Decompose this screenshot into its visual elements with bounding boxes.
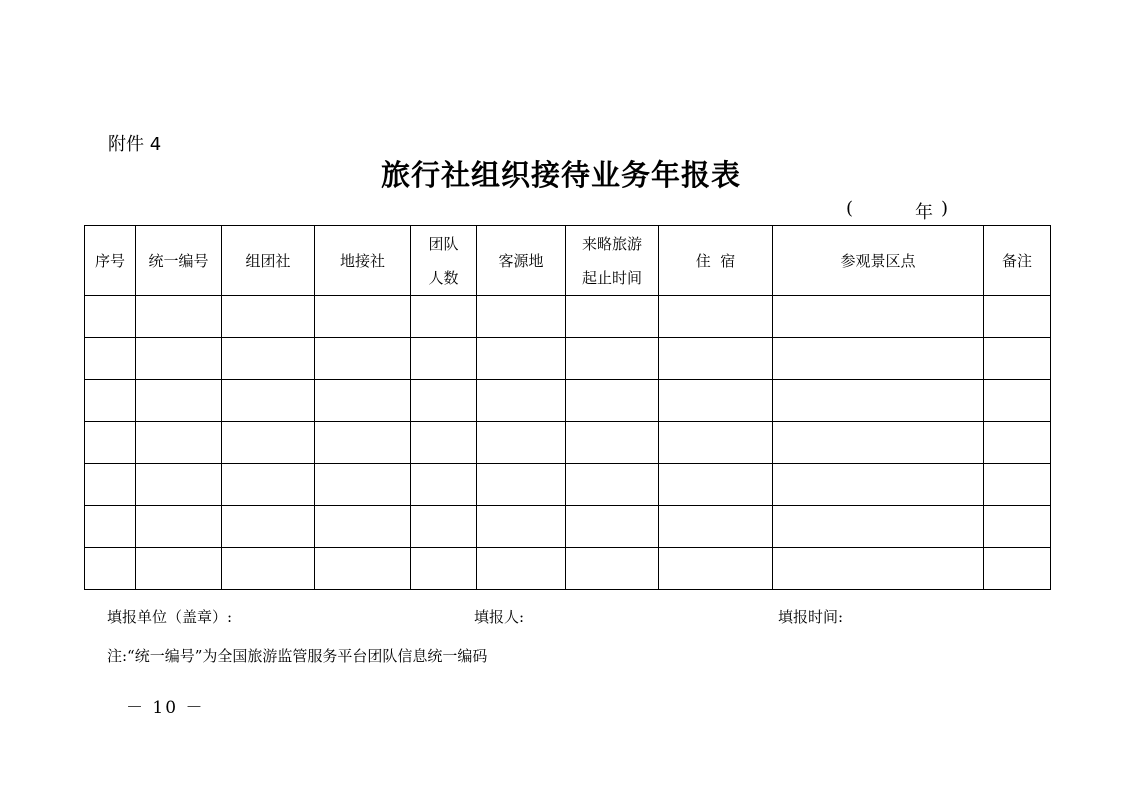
table-cell[interactable] bbox=[222, 380, 315, 422]
table-cell[interactable] bbox=[984, 380, 1051, 422]
table-cell[interactable] bbox=[411, 296, 477, 338]
table-cell[interactable] bbox=[477, 380, 566, 422]
column-header-unified-code: 统一编号 bbox=[136, 226, 222, 296]
table-cell[interactable] bbox=[411, 422, 477, 464]
table-cell[interactable] bbox=[85, 548, 136, 590]
table-cell[interactable] bbox=[984, 422, 1051, 464]
table-cell[interactable] bbox=[315, 338, 411, 380]
table-cell[interactable] bbox=[984, 338, 1051, 380]
table-cell[interactable] bbox=[315, 380, 411, 422]
year-label: 年 bbox=[914, 202, 933, 223]
table-cell[interactable] bbox=[222, 506, 315, 548]
table-row bbox=[85, 464, 1051, 506]
table-cell[interactable] bbox=[773, 464, 984, 506]
table-cell[interactable] bbox=[773, 296, 984, 338]
year-close-paren: ) bbox=[940, 198, 948, 219]
table-cell[interactable] bbox=[315, 548, 411, 590]
table-cell[interactable] bbox=[222, 464, 315, 506]
table-cell[interactable] bbox=[659, 380, 773, 422]
table-cell[interactable] bbox=[411, 548, 477, 590]
table-cell[interactable] bbox=[566, 506, 659, 548]
table-row bbox=[85, 548, 1051, 590]
table-cell[interactable] bbox=[411, 464, 477, 506]
page-number: － 10 － bbox=[126, 698, 205, 718]
table-cell[interactable] bbox=[566, 422, 659, 464]
column-header-organizing-agency: 组团社 bbox=[222, 226, 315, 296]
year-open-paren: ( bbox=[846, 198, 854, 219]
table-cell[interactable] bbox=[411, 506, 477, 548]
filling-person-label: 填报人: bbox=[474, 608, 525, 626]
table-cell[interactable] bbox=[85, 296, 136, 338]
table-cell[interactable] bbox=[477, 422, 566, 464]
footnote: 注:“统一编号”为全国旅游监管服务平台团队信息统一编码 bbox=[107, 647, 488, 665]
table-cell[interactable] bbox=[773, 380, 984, 422]
table-cell[interactable] bbox=[85, 506, 136, 548]
table-cell[interactable] bbox=[659, 548, 773, 590]
filling-time-label: 填报时间: bbox=[778, 608, 844, 626]
table-cell[interactable] bbox=[136, 422, 222, 464]
table-row bbox=[85, 380, 1051, 422]
table-cell[interactable] bbox=[566, 296, 659, 338]
column-header-remarks: 备注 bbox=[984, 226, 1051, 296]
table-cell[interactable] bbox=[85, 338, 136, 380]
table-cell[interactable] bbox=[659, 296, 773, 338]
table-header-row bbox=[85, 226, 1051, 296]
table-row bbox=[85, 296, 1051, 338]
table-cell[interactable] bbox=[566, 548, 659, 590]
table-cell[interactable] bbox=[659, 464, 773, 506]
table-cell[interactable] bbox=[315, 464, 411, 506]
table-row bbox=[85, 506, 1051, 548]
table-cell[interactable] bbox=[411, 338, 477, 380]
table-cell[interactable] bbox=[411, 380, 477, 422]
table-cell[interactable] bbox=[659, 338, 773, 380]
table-cell[interactable] bbox=[984, 296, 1051, 338]
table-cell[interactable] bbox=[773, 506, 984, 548]
column-header-accommodation: 住 宿 bbox=[659, 226, 773, 296]
table-cell[interactable] bbox=[315, 422, 411, 464]
table-cell[interactable] bbox=[984, 506, 1051, 548]
table-cell[interactable] bbox=[566, 338, 659, 380]
table-cell[interactable] bbox=[222, 296, 315, 338]
table-cell[interactable] bbox=[773, 338, 984, 380]
year-field bbox=[846, 198, 948, 224]
column-header-origin: 客源地 bbox=[477, 226, 566, 296]
table-cell[interactable] bbox=[222, 338, 315, 380]
table-cell[interactable] bbox=[136, 296, 222, 338]
table-cell[interactable] bbox=[85, 464, 136, 506]
table-cell[interactable] bbox=[566, 380, 659, 422]
table-cell[interactable] bbox=[85, 422, 136, 464]
table-cell[interactable] bbox=[477, 296, 566, 338]
table-cell[interactable] bbox=[477, 464, 566, 506]
column-header-group-size: 团队 人数 bbox=[411, 226, 477, 296]
table-cell[interactable] bbox=[136, 464, 222, 506]
column-header-scenic-spots: 参观景区点 bbox=[773, 226, 984, 296]
attachment-label: 附件 4 bbox=[108, 134, 162, 155]
table-cell[interactable] bbox=[136, 338, 222, 380]
table-cell[interactable] bbox=[315, 506, 411, 548]
table-cell[interactable] bbox=[659, 506, 773, 548]
table-cell[interactable] bbox=[136, 506, 222, 548]
table-cell[interactable] bbox=[984, 548, 1051, 590]
column-header-local-agency: 地接社 bbox=[315, 226, 411, 296]
column-header-travel-period: 来略旅游 起止时间 bbox=[566, 226, 659, 296]
table-cell[interactable] bbox=[222, 422, 315, 464]
column-header-index: 序号 bbox=[85, 226, 136, 296]
page-title: 旅行社组织接待业务年报表 bbox=[380, 158, 741, 192]
table-cell[interactable] bbox=[136, 380, 222, 422]
table-cell[interactable] bbox=[477, 338, 566, 380]
table-row bbox=[85, 338, 1051, 380]
table-cell[interactable] bbox=[477, 548, 566, 590]
table-cell[interactable] bbox=[566, 464, 659, 506]
table-cell[interactable] bbox=[85, 380, 136, 422]
report-table bbox=[84, 225, 1051, 590]
table-cell[interactable] bbox=[477, 506, 566, 548]
table-cell[interactable] bbox=[659, 422, 773, 464]
table-cell[interactable] bbox=[222, 548, 315, 590]
table-cell[interactable] bbox=[773, 422, 984, 464]
table-cell[interactable] bbox=[136, 548, 222, 590]
table-cell[interactable] bbox=[315, 296, 411, 338]
table-cell[interactable] bbox=[984, 464, 1051, 506]
filling-unit-label: 填报单位（盖章）: bbox=[107, 608, 233, 626]
table-row bbox=[85, 422, 1051, 464]
table-cell[interactable] bbox=[773, 548, 984, 590]
